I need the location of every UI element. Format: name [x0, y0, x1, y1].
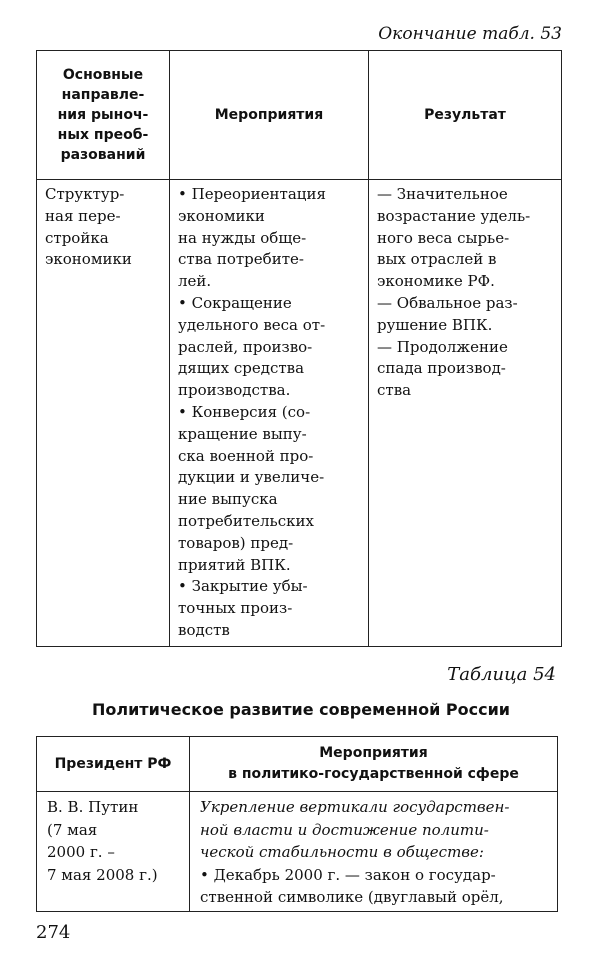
cell-direction: Структур- ная пере- стройка экономики: [37, 180, 170, 647]
cell-political-measures: [190, 792, 558, 912]
cell-measures: • Переориентация экономики на нужды обще- ства потребите- лей. • Сокращение удельного веса от- раслей, произво- дящих средства производства. • Конверсия (со- кращение выпу- ска военной про- дукции и увеличе- ние выпуска потребительских товаров) пред- приятий ВПК. • Закрытие убы- точных произ- водств: [170, 180, 369, 647]
table-row: [37, 792, 558, 912]
header-political-measures: Мероприятия в политико-государственной сфере: [190, 737, 558, 792]
table-54: [36, 736, 558, 912]
continuation-caption: Окончание табл. 53: [378, 24, 562, 44]
table-header-row: [37, 51, 562, 180]
cell-president: В. В. Путин (7 мая 2000 г. – 7 мая 2008 г.): [37, 792, 190, 912]
table-header-row: [37, 737, 558, 792]
page-number: 274: [36, 922, 71, 943]
measures-italic-intro: Укрепление вертикали государствен- ной власти и достижение полити- ческой стабильности в обществе:: [200, 798, 510, 861]
cell-result: — Значительное возрастание удель- ного веса сырье- вых отраслей в экономике РФ. — Обвальное раз- рушение ВПК. — Продолжение спада производ- ства: [369, 180, 562, 647]
header-result: Результат: [369, 51, 562, 180]
header-measures: Мероприятия: [170, 51, 369, 180]
header-president: Президент РФ: [37, 737, 190, 792]
header-directions: Основные направле- ния рыноч- ных преоб- разований: [37, 51, 170, 180]
table-54-title: Политическое развитие современной России: [91, 700, 510, 719]
table-54-caption: Таблица 54: [447, 664, 556, 685]
table-53: [36, 50, 562, 647]
table-row: [37, 180, 562, 647]
measures-text: • Декабрь 2000 г. — закон о государ- ственной символике (двуглавый орёл,: [200, 865, 504, 906]
